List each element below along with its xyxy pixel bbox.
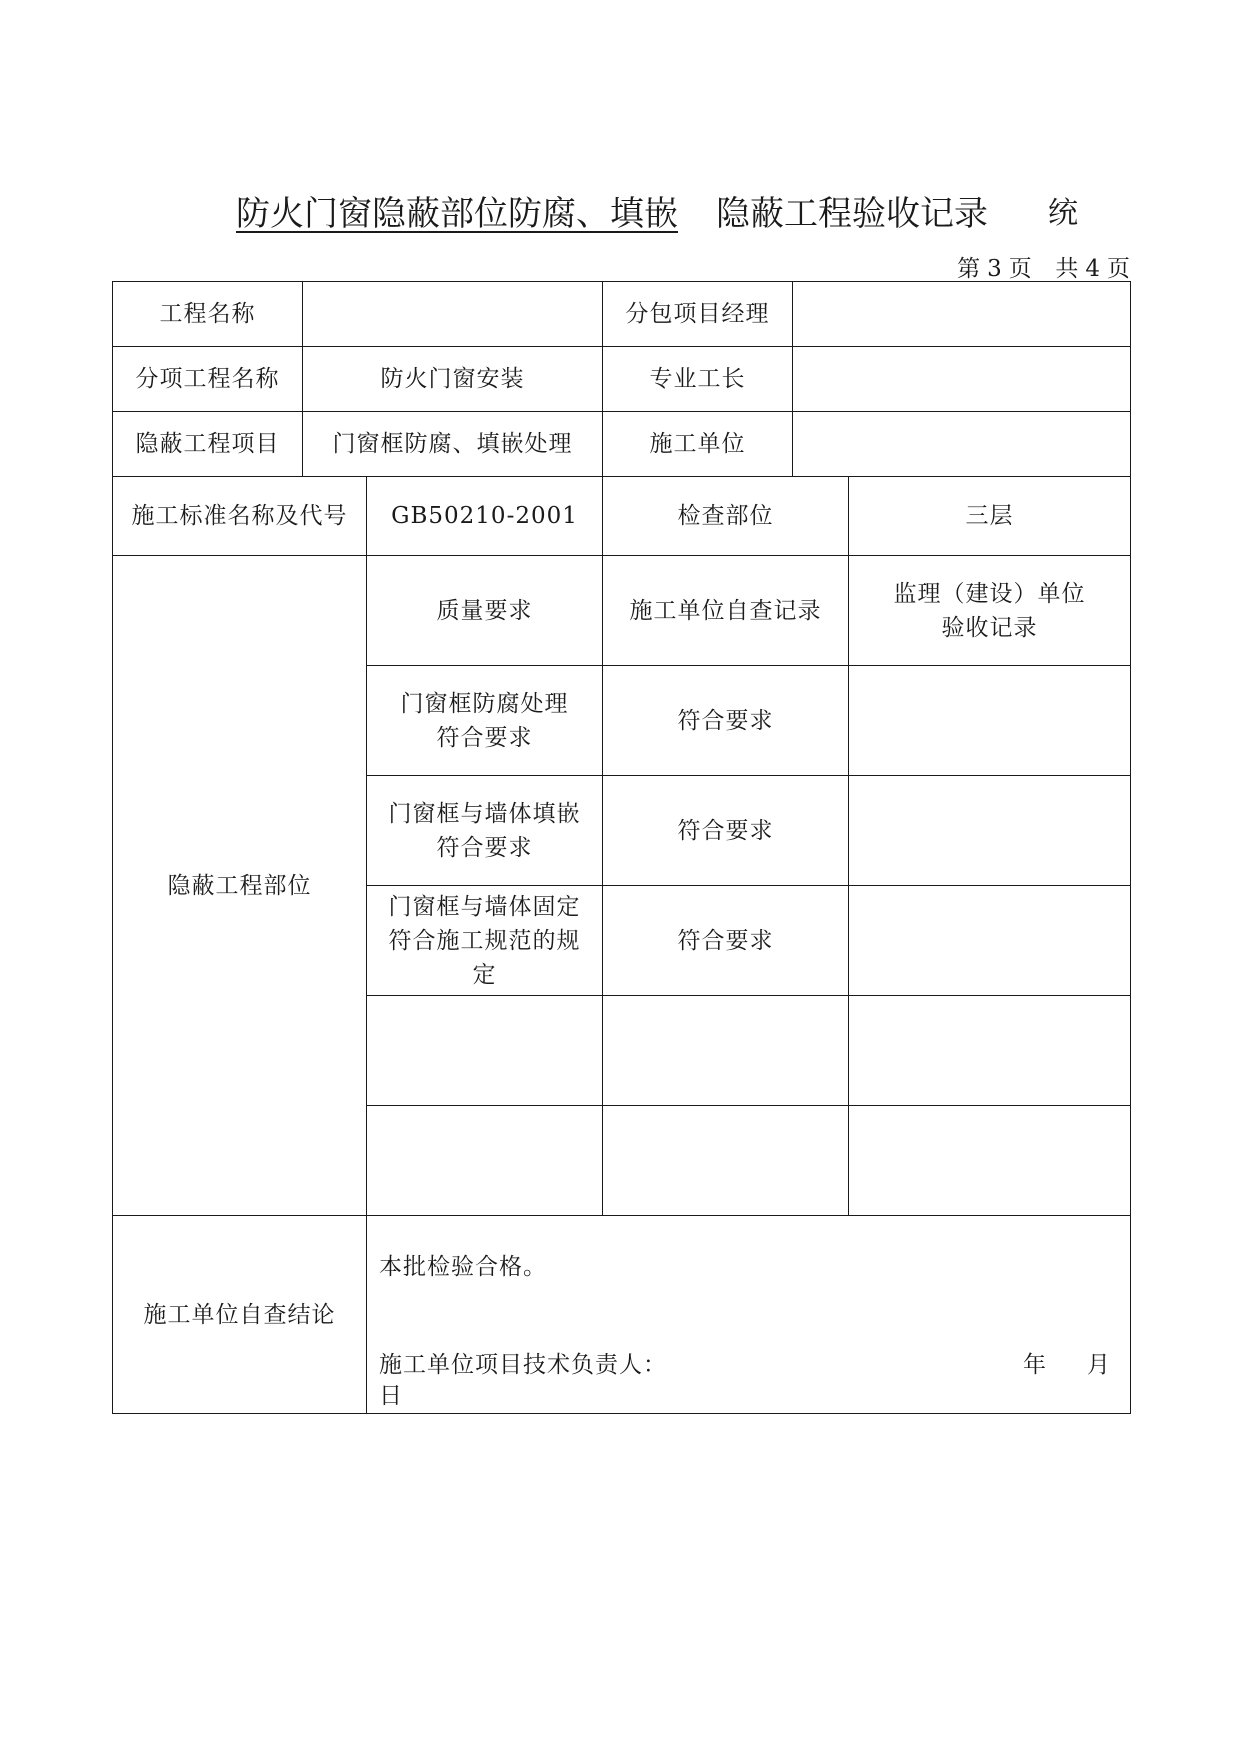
foreman-label: 专业工长 xyxy=(603,347,793,412)
supervision-cell[interactable] xyxy=(849,996,1131,1106)
self-check-cell[interactable] xyxy=(603,1106,849,1216)
inspect-location-field[interactable]: 三层 xyxy=(849,477,1131,556)
subcontract-manager-field[interactable] xyxy=(793,282,1131,347)
requirement-cell[interactable] xyxy=(367,996,603,1106)
header-quality-requirement: 质量要求 xyxy=(367,556,603,666)
standard-field[interactable]: GB50210-2001 xyxy=(367,477,603,556)
title-main: 防火门窗隐蔽部位防腐、填嵌 xyxy=(236,194,678,234)
form-row-subproject xyxy=(113,347,1131,412)
supervision-cell[interactable] xyxy=(849,776,1131,886)
header-supervision: 监理（建设）单位 验收记录 xyxy=(849,556,1131,666)
date-day-label: 日 xyxy=(379,1383,403,1409)
title-rest: 隐蔽工程验收记录 xyxy=(716,194,988,234)
sub-project-label: 分项工程名称 xyxy=(113,347,303,412)
self-check-cell[interactable]: 符合要求 xyxy=(603,666,849,776)
foreman-field[interactable] xyxy=(793,347,1131,412)
subcontract-manager-label: 分包项目经理 xyxy=(603,282,793,347)
sub-project-field[interactable]: 防火门窗安装 xyxy=(303,347,603,412)
conclusion-body xyxy=(367,1216,1131,1414)
conclusion-row xyxy=(113,1216,1131,1414)
page-current: 3 xyxy=(987,256,1003,282)
requirement-cell: 门窗框防腐处理 符合要求 xyxy=(367,666,603,776)
requirement-cell: 门窗框与墙体填嵌 符合要求 xyxy=(367,776,603,886)
hidden-item-field[interactable]: 门窗框防腐、填嵌处理 xyxy=(303,412,603,477)
standard-label: 施工标准名称及代号 xyxy=(113,477,367,556)
form-row-hidden-item xyxy=(113,412,1131,477)
requirement-cell: 门窗框与墙体固定 符合施工规范的规 定 xyxy=(367,886,603,996)
record-form xyxy=(112,281,1131,1414)
hidden-item-label: 隐蔽工程项目 xyxy=(113,412,303,477)
signer-label: 施工单位项目技术负责人： xyxy=(379,1352,667,1378)
construction-unit-field[interactable] xyxy=(793,412,1131,477)
document-title xyxy=(236,186,1116,246)
supervision-cell[interactable] xyxy=(849,886,1131,996)
date-year-label: 年 xyxy=(1023,1352,1047,1378)
inspect-location-label: 检查部位 xyxy=(603,477,849,556)
page-total: 4 xyxy=(1085,256,1101,282)
self-check-cell[interactable]: 符合要求 xyxy=(603,886,849,996)
project-name-field[interactable] xyxy=(303,282,603,347)
inspection-header-row xyxy=(113,556,1131,666)
self-check-cell[interactable]: 符合要求 xyxy=(603,776,849,886)
supervision-cell[interactable] xyxy=(849,1106,1131,1216)
hidden-section-label: 隐蔽工程部位 xyxy=(113,556,367,1216)
conclusion-text[interactable]: 本批检验合格。 xyxy=(379,1254,547,1280)
construction-unit-label: 施工单位 xyxy=(603,412,793,477)
header-self-check: 施工单位自查记录 xyxy=(603,556,849,666)
conclusion-label: 施工单位自查结论 xyxy=(113,1216,367,1414)
form-row-standard xyxy=(113,477,1131,556)
project-name-label: 工程名称 xyxy=(113,282,303,347)
date-month-label: 月 xyxy=(1087,1352,1111,1378)
supervision-cell[interactable] xyxy=(849,666,1131,776)
form-row-project xyxy=(113,282,1131,347)
self-check-cell[interactable] xyxy=(603,996,849,1106)
title-suffix: 统 xyxy=(1048,196,1078,231)
requirement-cell[interactable] xyxy=(367,1106,603,1216)
page-indicator: 第 3 页 共 4 页 xyxy=(957,256,1131,282)
